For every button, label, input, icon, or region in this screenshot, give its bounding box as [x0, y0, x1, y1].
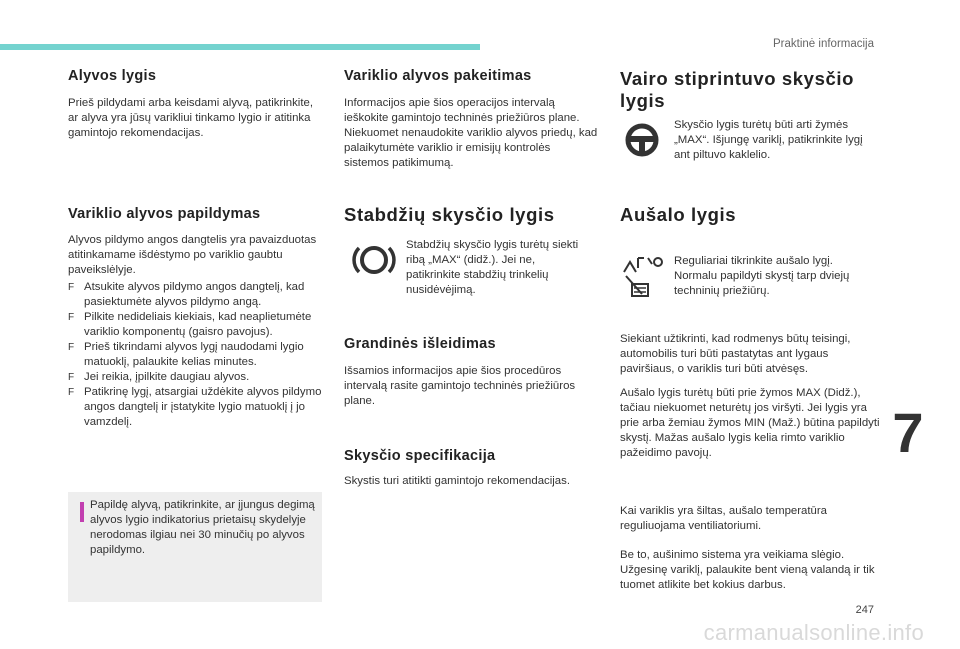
brake-fluid-block [352, 238, 598, 298]
watermark: carmanualsonline.info [703, 620, 924, 645]
brake-fluid-text: Stabdžių skysčio lygis turėtų siekti ribą „MAX“ (didž.). Jei ne, patikrinkite stabdžių trinkelių nusidėvėjimą. [406, 239, 579, 296]
list-item: F Atsukite alyvos pildymo angos dangtelį, kad pasiektumėte alyvos pildymo angą. [68, 281, 305, 308]
coolant-paragraph-2: Aušalo lygis turėtų būti prie žymos MAX (Didž.), tačiau niekuomet neturėtų jos viršyti. Jei lygis yra prie arba žemiau žymos MIN (Maž.) būtina papildyti skystį. Mažas aušalo lygis kelia rimto variklio pažeidimo pavojų. [620, 387, 880, 459]
info-note-text: Papildę alyvą, patikrinkite, ar įjungus degimą alyvos lygio indikatorius prietaisų skydelyje nerodomas ilgiau nei 30 minučių po alyvos papildymo. [90, 499, 315, 556]
list-item: F Pilkite nedideliais kiekiais, kad neaplietumėte variklio komponentų (gaisro pavojus). [68, 311, 312, 338]
oil-level-text: Prieš pildydami arba keisdami alyvą, patikrinkite, ar alyva yra jūsų varikliui tinkamo lygio ir atitinka gamintojo rekomendacijas. [68, 97, 313, 139]
coolant-block [620, 254, 882, 299]
chapter-number: 7 [892, 401, 924, 464]
oil-topup-steps [68, 280, 324, 430]
section-title-oil-topup: Variklio alyvos papildymas [68, 206, 261, 222]
power-steering-block [620, 118, 882, 163]
info-note-box [68, 492, 322, 602]
coolant-warning-icon [620, 254, 664, 298]
coolant-paragraph-1: Siekiant užtikrinti, kad rodmenys būtų teisingi, automobilis turi būti pastatytas ant lygaus paviršiaus, o variklis turi būti atvėsęs. [620, 333, 851, 375]
list-item: F Patikrinę lygį, atsargiai uždėkite alyvos pildymo angos dangtelį ir įstatykite lygio matuoklį į jo vamzdelį. [68, 386, 322, 428]
running-head: Praktinė informacija [773, 38, 874, 50]
steering-wheel-icon [620, 118, 664, 162]
section-title-oil-level: Alyvos lygis [68, 68, 157, 84]
header-accent-bar [0, 44, 480, 50]
section-title-circuit-drain: Grandinės išleidimas [344, 336, 496, 352]
section-title-oil-change: Variklio alyvos pakeitimas [344, 68, 532, 84]
section-title-coolant: Aušalo lygis [620, 204, 737, 225]
coolant-icon-text: Reguliariai tikrinkite aušalo lygį. Normalu papildyti skystį tarp dviejų techninių priežiūrų. [674, 255, 850, 297]
brake-warning-icon [352, 238, 396, 282]
section-title-power-steering: Vairo stiprintuvo skysčio lygis [620, 68, 854, 111]
list-item: F Prieš tikrindami alyvos lygį naudodami lygio matuoklį, palaukite kelias minutes. [68, 341, 304, 368]
oil-topup-intro: Alyvos pildymo angos dangtelis yra pavaizduotas atitinkamame išdėstymo po variklio gaubtu paveikslėlyje. [68, 234, 317, 276]
oil-change-text: Informacijos apie šios operacijos intervalą ieškokite gamintojo techninės priežiūros plane. Niekuomet nenaudokite variklio alyvos priedų, kad palaikytumėte variklio ir emisijų kontrolės sistemos patikimumą. [344, 97, 598, 169]
circuit-drain-text: Išsamios informacijos apie šios procedūros intervalą rasite gamintojo techninės priežiūros plane. [344, 365, 576, 407]
bullet-mark: F [68, 387, 75, 398]
list-item: F Jei reikia, įpilkite daugiau alyvos. [68, 371, 250, 383]
coolant-paragraph-3: Kai variklis yra šiltas, aušalo temperatūra reguliuojama ventiliatoriumi. [620, 505, 828, 532]
fluid-spec-text: Skystis turi atitikti gamintojo rekomendacijas. [344, 475, 570, 487]
bullet-mark: F [68, 312, 75, 323]
section-title-brake-fluid: Stabdžių skysčio lygis [344, 204, 555, 225]
section-title-fluid-spec: Skysčio specifikacija [344, 448, 496, 464]
bullet-mark: F [68, 282, 75, 293]
page-number: 247 [855, 604, 874, 616]
power-steering-text: Skysčio lygis turėtų būti arti žymės „MAX“. Išjungę variklį, patikrinkite lygį ant piltuvo kaklelio. [674, 119, 863, 161]
coolant-paragraph-4: Be to, aušinimo sistema yra veikiama slėgio. Užgesinę variklį, palaukite bent vieną valandą ir tik tuomet atlikite bet kokius darbus. [620, 549, 875, 591]
info-note-icon [80, 502, 84, 522]
bullet-mark: F [68, 342, 75, 353]
bullet-mark: F [68, 372, 75, 383]
